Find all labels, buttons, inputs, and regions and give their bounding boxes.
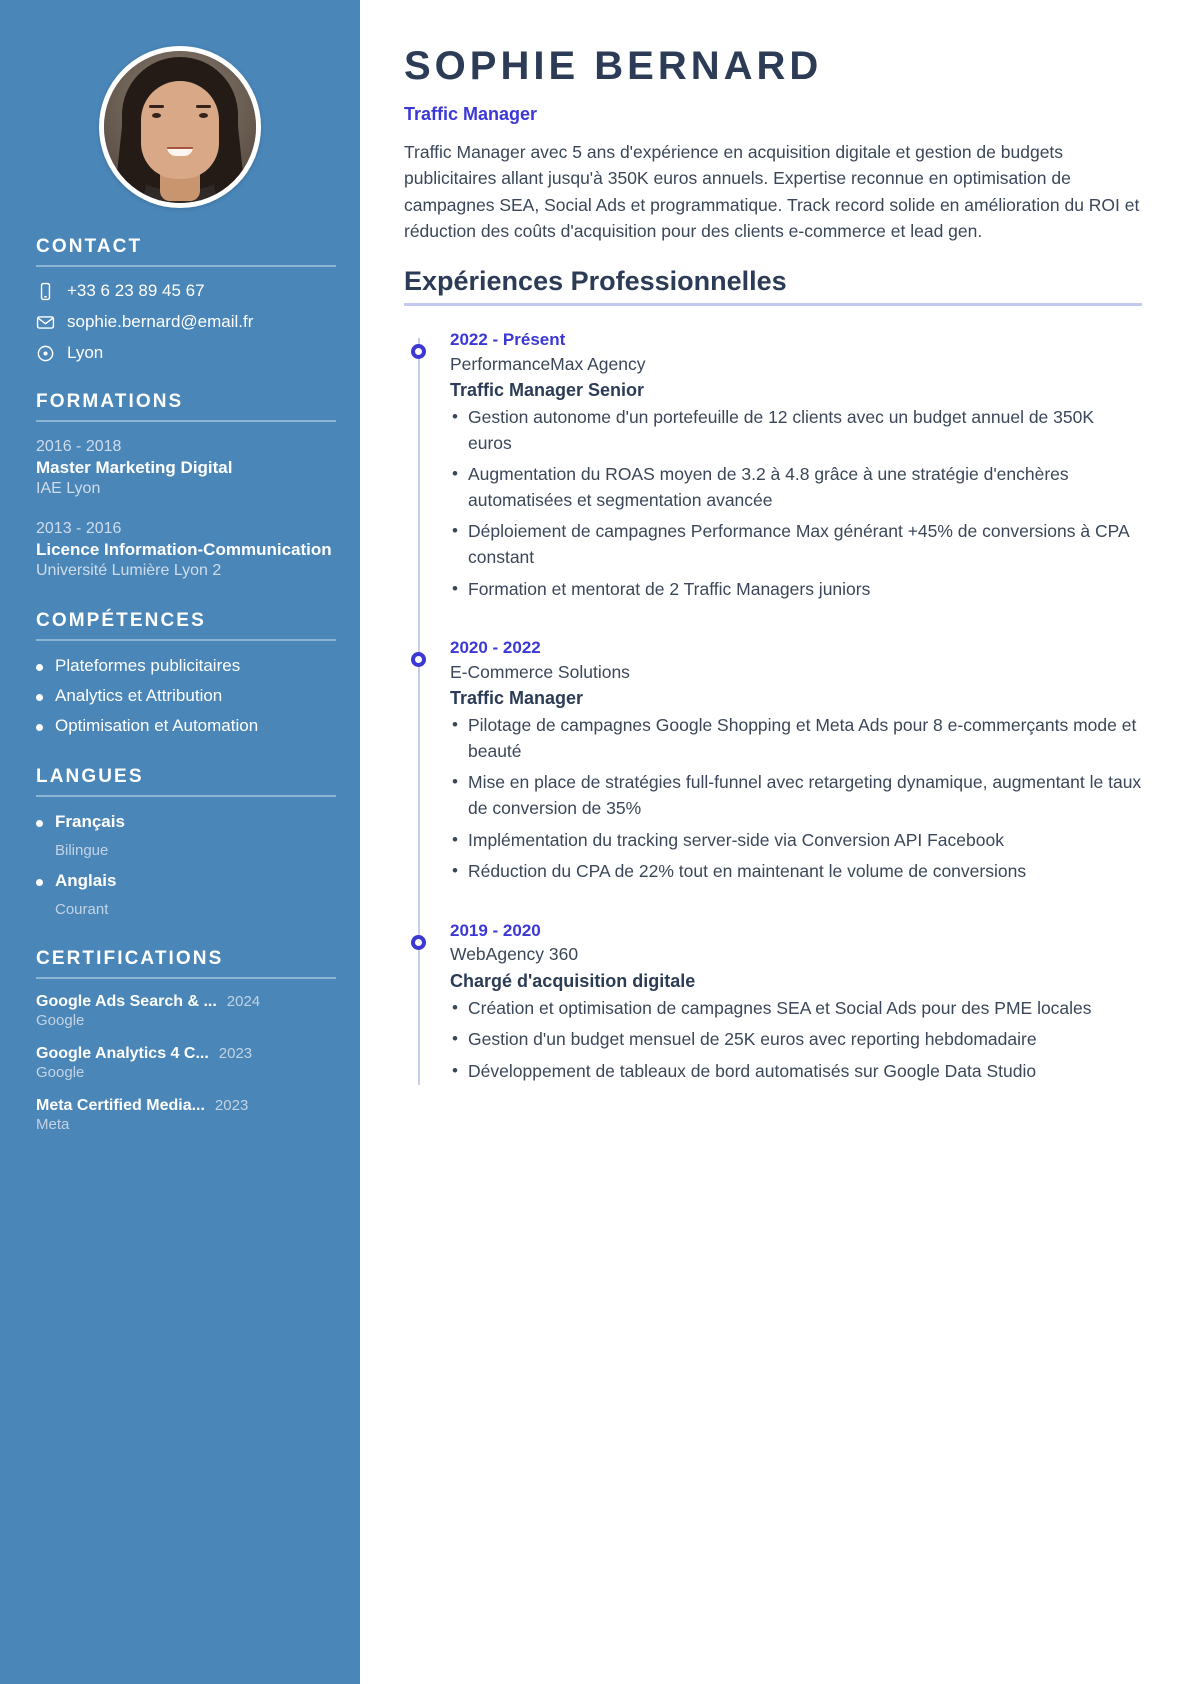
langue-name: Français (55, 811, 125, 831)
formations-heading: FORMATIONS (36, 391, 184, 412)
experience-bullet: • Déploiement de campagnes Performance Max générant +45% de conversions à CPA constant (450, 519, 1142, 570)
experience-bullet: • Pilotage de campagnes Google Shopping et Meta Ads pour 8 e-commerçants mode et beauté (450, 713, 1142, 764)
contact-email-row[interactable] (36, 312, 336, 332)
list-item (36, 1045, 336, 1081)
timeline-dot-icon (411, 935, 426, 950)
list-item (36, 715, 336, 738)
experience-bullet: • Développement de tableaux de bord automatisés sur Google Data Studio (450, 1059, 1142, 1085)
langues-heading: LANGUES (36, 765, 144, 787)
certifications-divider (36, 977, 336, 979)
contact-phone-value: +33 6 23 89 45 67 (67, 281, 205, 300)
main-content (360, 0, 1190, 1684)
profile-summary: Traffic Manager avec 5 ans d'expérience en acquisition digitale et gestion de budgets publicitaires allant jusqu'à 350K euros annuels. Expertise reconnue en optimisation de campagnes SEA, Social Ads et programmatique. Track record solide en amélioration du ROI et réduction des coûts d'acquisition pour des clients e-commerce et lead gen. (404, 142, 1140, 241)
competence-label: Analytics et Attribution (55, 685, 223, 705)
list-item (36, 870, 336, 920)
experience-bullet: • Mise en place de stratégies full-funnel avec retargeting dynamique, augmentant le taux de conversion de 35% (450, 770, 1142, 821)
experience-bullet: • Implémentation du tracking server-side via Conversion API Facebook (450, 828, 1142, 854)
list-item (36, 1097, 336, 1133)
bullet-icon (36, 664, 43, 671)
timeline-dot-icon (411, 344, 426, 359)
experience-heading: Expériences Professionnelles (404, 266, 787, 296)
langue-name: Anglais (55, 870, 117, 890)
experience-bullet: • Gestion autonome d'un portefeuille de 12 clients avec un budget annuel de 350K euros (450, 405, 1142, 456)
experience-period: 2020 - 2022 (450, 638, 541, 658)
experience-bullet: • Création et optimisation de campagnes SEA et Social Ads pour des PME locales (450, 996, 1142, 1022)
formation-date: 2016 - 2018 (36, 438, 122, 455)
experience-period: 2022 - Présent (450, 330, 566, 349)
experience-role: Traffic Manager (450, 688, 584, 709)
certifications-heading: CERTIFICATIONS (36, 947, 224, 969)
contact-section (36, 236, 336, 363)
bullet-icon (36, 724, 43, 731)
experience-company: PerformanceMax Agency (450, 353, 646, 374)
experience-bullet: • Gestion d'un budget mensuel de 25K euros avec reporting hebdomadaire (450, 1027, 1142, 1053)
competences-divider (36, 639, 336, 641)
experience-bullet: • Augmentation du ROAS moyen de 3.2 à 4.8 grâce à une stratégie d'enchères automatisées et segmentation avancée (450, 462, 1142, 513)
experience-item (450, 636, 1142, 885)
formation-degree: Master Marketing Digital (36, 457, 233, 477)
email-icon (36, 313, 55, 332)
timeline-line (418, 338, 420, 1085)
experience-bullet: • Réduction du CPA de 22% tout en maintenant le volume de conversions (450, 859, 1142, 885)
certification-org: Google (36, 1011, 85, 1029)
certification-org: Meta (36, 1115, 70, 1133)
experience-role: Chargé d'acquisition digitale (450, 970, 696, 991)
list-item (36, 993, 336, 1029)
profile-photo (99, 46, 261, 208)
page-title: SOPHIE BERNARD (404, 44, 823, 88)
contact-email-value: sophie.bernard@email.fr (67, 312, 254, 331)
certification-year: 2023 (214, 1096, 249, 1114)
list-item (36, 811, 336, 861)
certification-org: Google (36, 1063, 85, 1081)
experience-bullets (450, 405, 1142, 602)
contact-phone-row[interactable] (36, 281, 336, 301)
phone-icon (36, 282, 55, 301)
contact-location-value: Lyon (67, 343, 104, 362)
formations-section (36, 391, 336, 582)
list-item (36, 655, 336, 678)
contact-location-row[interactable] (36, 343, 336, 363)
formation-date: 2013 - 2016 (36, 519, 122, 537)
formation-school: IAE Lyon (36, 480, 101, 498)
bullet-icon (36, 879, 43, 886)
experience-bullet: • Formation et mentorat de 2 Traffic Managers juniors (450, 577, 1142, 603)
contact-heading: CONTACT (36, 236, 143, 257)
formation-item (36, 436, 336, 500)
list-item (36, 685, 336, 708)
profile-photo-container (36, 0, 336, 236)
competence-label: Plateformes publicitaires (55, 655, 241, 675)
competence-label: Optimisation et Automation (55, 715, 259, 735)
certification-name: Google Ads Search & ... (36, 992, 217, 1010)
bullet-icon (36, 694, 43, 701)
certification-name: Google Analytics 4 C... (36, 1044, 209, 1062)
certification-year: 2024 (226, 992, 261, 1010)
experience-company: WebAgency 360 (450, 944, 579, 965)
location-pin-icon (36, 344, 55, 363)
experience-bullets (450, 996, 1142, 1085)
experience-item (450, 919, 1142, 1085)
langues-divider (36, 795, 336, 797)
certification-name: Meta Certified Media... (36, 1096, 205, 1114)
formation-item (36, 518, 336, 582)
competences-section (36, 610, 336, 738)
formations-divider (36, 420, 336, 422)
certifications-section (36, 948, 336, 1133)
certification-year: 2023 (218, 1044, 253, 1062)
bullet-icon (36, 820, 43, 827)
experience-bullets (450, 713, 1142, 884)
experience-timeline (404, 328, 1142, 1085)
timeline-dot-icon (411, 652, 426, 667)
contact-divider (36, 265, 336, 267)
sidebar (0, 0, 360, 1684)
experience-role: Traffic Manager Senior (450, 380, 645, 401)
experience-item (450, 328, 1142, 602)
formation-school: Université Lumière Lyon 2 (36, 562, 222, 580)
job-title: Traffic Manager (404, 104, 538, 124)
langue-level: Bilingue (55, 841, 109, 859)
experience-company: E-Commerce Solutions (450, 661, 630, 682)
competences-heading: COMPÉTENCES (36, 609, 206, 631)
experience-period: 2019 - 2020 (450, 920, 541, 940)
langues-section (36, 766, 336, 920)
experience-divider (404, 303, 1142, 306)
formation-degree: Licence Information-Communication (36, 539, 332, 559)
langue-level: Courant (55, 900, 109, 918)
